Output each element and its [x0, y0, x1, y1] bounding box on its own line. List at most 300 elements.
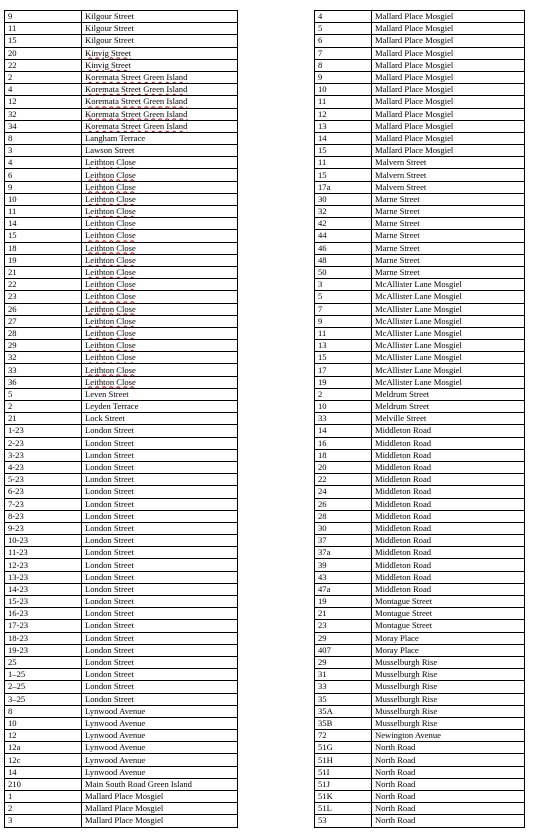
- street-name-cell: [82, 193, 238, 205]
- street-name-text: Leithton Close: [85, 303, 136, 314]
- table-row: [5, 327, 238, 339]
- street-number-cell: 35: [315, 693, 372, 705]
- street-name-cell: [372, 644, 525, 656]
- street-number-cell: 14-23: [5, 583, 82, 595]
- table-row: [5, 169, 238, 181]
- street-number-cell: 11: [5, 23, 82, 35]
- street-name-text: London Street: [85, 693, 134, 704]
- street-number-cell: 2: [5, 401, 82, 413]
- street-name-cell: [82, 632, 238, 644]
- table-row: [315, 778, 525, 790]
- street-number-cell: 10: [5, 717, 82, 729]
- table-row: [5, 815, 238, 827]
- street-name-cell: [82, 791, 238, 803]
- street-name-cell: [82, 376, 238, 388]
- table-row: [315, 705, 525, 717]
- street-name-cell: [82, 547, 238, 559]
- table-row: [315, 11, 525, 23]
- street-number-cell: 36: [5, 376, 82, 388]
- street-name-text: Kilgour Street: [85, 23, 134, 34]
- table-row: [5, 449, 238, 461]
- street-name-cell: [372, 230, 525, 242]
- street-number-cell: 3–25: [5, 693, 82, 705]
- street-name-cell: [372, 47, 525, 59]
- street-number-cell: 2: [5, 803, 82, 815]
- street-name-cell: [82, 717, 238, 729]
- table-row: [5, 401, 238, 413]
- street-name-text: Leithton Close: [85, 291, 136, 302]
- table-row: [5, 766, 238, 778]
- street-name-cell: [372, 327, 525, 339]
- table-row: [5, 145, 238, 157]
- street-name-cell: [82, 279, 238, 291]
- street-number-cell: 51J: [315, 778, 372, 790]
- street-number-cell: 30: [315, 522, 372, 534]
- street-number-cell: 3: [315, 279, 372, 291]
- table-row: [315, 693, 525, 705]
- street-number-cell: 29: [5, 340, 82, 352]
- street-number-cell: 11: [315, 157, 372, 169]
- table-row: [5, 596, 238, 608]
- street-name-text: Middleton Road: [375, 583, 432, 594]
- street-name-cell: [82, 23, 238, 35]
- street-name-text: London Street: [85, 669, 134, 680]
- street-name-text: Mallard Place Mosgiel: [85, 803, 164, 814]
- street-name-text: London Street: [85, 632, 134, 643]
- street-name-text: Marne Street: [375, 230, 420, 241]
- table-row: [315, 352, 525, 364]
- street-name-cell: [82, 681, 238, 693]
- street-name-cell: [372, 84, 525, 96]
- street-number-cell: 33: [5, 364, 82, 376]
- street-name-cell: [372, 279, 525, 291]
- street-number-cell: 19-23: [5, 644, 82, 656]
- street-name-cell: [372, 193, 525, 205]
- street-number-cell: 14: [5, 218, 82, 230]
- street-name-text: Mallard Place Mosgiel: [375, 96, 454, 107]
- street-number-cell: 23: [5, 291, 82, 303]
- street-name-cell: [82, 559, 238, 571]
- street-number-cell: 50: [315, 266, 372, 278]
- street-name-cell: [372, 120, 525, 132]
- table-row: [5, 742, 238, 754]
- street-name-cell: [82, 340, 238, 352]
- table-row: [5, 656, 238, 668]
- table-row: [5, 376, 238, 388]
- street-number-cell: 22: [5, 279, 82, 291]
- street-name-cell: [82, 71, 238, 83]
- street-number-cell: 34: [5, 120, 82, 132]
- street-name-text: London Street: [85, 571, 134, 582]
- street-number-cell: 2-23: [5, 437, 82, 449]
- street-name-cell: [372, 242, 525, 254]
- street-name-cell: [372, 742, 525, 754]
- table-row: [315, 108, 525, 120]
- street-number-cell: 10-23: [5, 535, 82, 547]
- street-number-cell: 15: [5, 35, 82, 47]
- street-name-cell: [82, 474, 238, 486]
- street-number-cell: 37: [315, 535, 372, 547]
- street-name-cell: [82, 669, 238, 681]
- street-number-cell: 42: [315, 218, 372, 230]
- table-row: [315, 547, 525, 559]
- street-name-text: Marne Street: [375, 242, 420, 253]
- street-name-cell: [372, 23, 525, 35]
- street-number-cell: 51H: [315, 754, 372, 766]
- street-name-cell: [82, 571, 238, 583]
- table-row: [315, 364, 525, 376]
- street-number-cell: 15: [5, 230, 82, 242]
- street-name-cell: [372, 437, 525, 449]
- street-name-text: McAllister Lane Mosgiel: [375, 364, 462, 375]
- table-row: [315, 254, 525, 266]
- street-name-cell: [82, 96, 238, 108]
- table-row: [5, 23, 238, 35]
- street-name-cell: [82, 352, 238, 364]
- street-name-cell: [82, 596, 238, 608]
- street-name-text: Malvern Street: [375, 157, 427, 168]
- street-name-cell: [372, 181, 525, 193]
- table-row: [5, 291, 238, 303]
- street-name-cell: [372, 486, 525, 498]
- table-row: [5, 608, 238, 620]
- street-name-cell: [82, 644, 238, 656]
- street-name-cell: [82, 535, 238, 547]
- street-name-cell: [82, 778, 238, 790]
- street-name-cell: [82, 742, 238, 754]
- street-name-cell: [372, 754, 525, 766]
- street-number-cell: 7: [315, 47, 372, 59]
- street-name-cell: [372, 547, 525, 559]
- street-number-cell: 4: [5, 84, 82, 96]
- street-name-text: Koremata Street Green Island: [85, 84, 188, 95]
- street-name-cell: [372, 705, 525, 717]
- street-number-cell: 28: [315, 510, 372, 522]
- table-row: [315, 266, 525, 278]
- street-name-text: Leven Street: [85, 388, 129, 399]
- table-row: [5, 340, 238, 352]
- table-row: [315, 401, 525, 413]
- right-address-table: [314, 10, 525, 828]
- table-row: [315, 559, 525, 571]
- street-name-cell: [372, 596, 525, 608]
- street-number-cell: 1-23: [5, 425, 82, 437]
- street-number-cell: 12: [315, 108, 372, 120]
- street-number-cell: 28: [5, 327, 82, 339]
- street-name-cell: [82, 754, 238, 766]
- street-number-cell: 37a: [315, 547, 372, 559]
- table-row: [5, 510, 238, 522]
- street-name-cell: [372, 632, 525, 644]
- street-number-cell: 18: [5, 242, 82, 254]
- street-name-text: London Street: [85, 449, 134, 460]
- street-number-cell: 7: [315, 303, 372, 315]
- table-row: [5, 620, 238, 632]
- street-number-cell: 5: [315, 23, 372, 35]
- street-name-text: Leithton Close: [85, 230, 136, 241]
- street-number-cell: 3-23: [5, 449, 82, 461]
- street-number-cell: 12-23: [5, 559, 82, 571]
- street-name-text: Mallard Place Mosgiel: [375, 132, 454, 143]
- table-row: [315, 486, 525, 498]
- street-name-cell: [372, 717, 525, 729]
- street-name-text: Lynwood Avenue: [85, 754, 146, 765]
- street-name-text: Koremata Street Green Island: [85, 108, 188, 119]
- street-name-text: Marne Street: [375, 206, 420, 217]
- street-name-text: McAllister Lane Mosgiel: [375, 279, 462, 290]
- street-number-cell: 10: [5, 193, 82, 205]
- table-row: [5, 437, 238, 449]
- table-row: [5, 425, 238, 437]
- table-row: [315, 327, 525, 339]
- street-number-cell: 51L: [315, 803, 372, 815]
- street-name-text: Leithton Close: [85, 340, 136, 351]
- street-number-cell: 6: [5, 169, 82, 181]
- street-number-cell: 32: [5, 352, 82, 364]
- street-number-cell: 11: [315, 327, 372, 339]
- table-row: [315, 815, 525, 827]
- street-name-cell: [82, 132, 238, 144]
- street-name-cell: [372, 730, 525, 742]
- street-number-cell: 2: [315, 388, 372, 400]
- table-row: [315, 413, 525, 425]
- street-name-text: McAllister Lane Mosgiel: [375, 376, 462, 387]
- street-number-cell: 13: [315, 120, 372, 132]
- street-name-cell: [372, 461, 525, 473]
- table-row: [5, 644, 238, 656]
- street-name-text: McAllister Lane Mosgiel: [375, 291, 462, 302]
- table-row: [5, 681, 238, 693]
- street-name-text: London Street: [85, 462, 134, 473]
- table-row: [5, 705, 238, 717]
- street-number-cell: 35A: [315, 705, 372, 717]
- street-number-cell: 13-23: [5, 571, 82, 583]
- street-number-cell: 17a: [315, 181, 372, 193]
- street-name-cell: [82, 693, 238, 705]
- street-name-text: Mallard Place Mosgiel: [85, 791, 164, 802]
- street-number-cell: 4: [315, 11, 372, 23]
- street-name-text: McAllister Lane Mosgiel: [375, 303, 462, 314]
- table-row: [315, 71, 525, 83]
- table-row: [5, 352, 238, 364]
- street-name-cell: [82, 401, 238, 413]
- street-name-text: Montague Street: [375, 608, 433, 619]
- table-row: [5, 315, 238, 327]
- street-name-text: Melville Street: [375, 413, 427, 424]
- street-name-text: Leithton Close: [85, 376, 136, 387]
- street-name-text: Lock Street: [85, 413, 125, 424]
- table-row: [5, 522, 238, 534]
- street-number-cell: 43: [315, 571, 372, 583]
- street-name-cell: [372, 206, 525, 218]
- table-row: [315, 803, 525, 815]
- street-name-cell: [372, 218, 525, 230]
- street-name-text: Leithton Close: [85, 279, 136, 290]
- street-name-text: Kilgour Street: [85, 35, 134, 46]
- table-row: [5, 84, 238, 96]
- street-name-cell: [372, 59, 525, 71]
- street-name-cell: [372, 766, 525, 778]
- table-row: [5, 498, 238, 510]
- table-row: [5, 181, 238, 193]
- street-name-text: Mallard Place Mosgiel: [85, 815, 164, 826]
- street-number-cell: 29: [315, 656, 372, 668]
- street-name-text: London Street: [85, 596, 134, 607]
- table-row: [315, 461, 525, 473]
- street-name-cell: [82, 461, 238, 473]
- street-name-cell: [82, 230, 238, 242]
- table-row: [5, 730, 238, 742]
- table-row: [315, 47, 525, 59]
- street-name-text: Leithton Close: [85, 181, 136, 192]
- street-name-text: Middleton Road: [375, 486, 432, 497]
- street-name-text: Leithton Close: [85, 169, 136, 180]
- street-number-cell: 17: [315, 364, 372, 376]
- street-name-text: Meldrum Street: [375, 401, 430, 412]
- street-name-text: Musselburgh Rise: [375, 657, 438, 668]
- street-name-text: Musselburgh Rise: [375, 717, 438, 728]
- street-name-cell: [372, 291, 525, 303]
- table-row: [5, 96, 238, 108]
- street-number-cell: 1: [5, 791, 82, 803]
- street-number-cell: 15: [315, 145, 372, 157]
- street-name-text: Middleton Road: [375, 462, 432, 473]
- street-name-text: Mallard Place Mosgiel: [375, 59, 454, 70]
- street-name-cell: [372, 254, 525, 266]
- table-row: [315, 717, 525, 729]
- table-row: [5, 157, 238, 169]
- left-address-table-body: [5, 11, 238, 828]
- street-name-text: London Street: [85, 620, 134, 631]
- street-number-cell: 32: [315, 206, 372, 218]
- street-name-text: Middleton Road: [375, 437, 432, 448]
- street-name-text: North Road: [375, 766, 416, 777]
- street-number-cell: 19: [5, 254, 82, 266]
- street-name-cell: [372, 364, 525, 376]
- street-name-cell: [372, 11, 525, 23]
- street-name-cell: [372, 132, 525, 144]
- street-name-text: North Road: [375, 742, 416, 753]
- table-row: [5, 632, 238, 644]
- street-name-text: Marne Street: [375, 193, 420, 204]
- table-row: [5, 242, 238, 254]
- table-row: [5, 132, 238, 144]
- table-row: [5, 461, 238, 473]
- table-row: [315, 644, 525, 656]
- street-name-cell: [372, 352, 525, 364]
- table-row: [315, 303, 525, 315]
- table-row: [315, 522, 525, 534]
- street-number-cell: 9: [315, 315, 372, 327]
- street-name-text: London Street: [85, 583, 134, 594]
- street-name-text: Leyden Terrace: [85, 401, 139, 412]
- street-name-text: Middleton Road: [375, 535, 432, 546]
- street-number-cell: 6: [315, 35, 372, 47]
- street-name-text: Lynwood Avenue: [85, 717, 146, 728]
- table-row: [315, 498, 525, 510]
- street-name-cell: [82, 242, 238, 254]
- street-number-cell: 24: [315, 486, 372, 498]
- street-name-text: Middleton Road: [375, 425, 432, 436]
- street-number-cell: 12: [5, 96, 82, 108]
- table-row: [315, 449, 525, 461]
- street-name-cell: [372, 266, 525, 278]
- street-name-cell: [82, 620, 238, 632]
- street-name-cell: [372, 571, 525, 583]
- street-name-cell: [372, 425, 525, 437]
- street-number-cell: 14: [315, 425, 372, 437]
- street-name-cell: [82, 206, 238, 218]
- street-number-cell: 47a: [315, 583, 372, 595]
- table-row: [315, 656, 525, 668]
- street-number-cell: 5: [5, 388, 82, 400]
- street-name-text: Lynwood Avenue: [85, 766, 146, 777]
- street-number-cell: 2–25: [5, 681, 82, 693]
- street-name-text: Montague Street: [375, 620, 433, 631]
- street-name-text: Middleton Road: [375, 449, 432, 460]
- street-number-cell: 15: [315, 169, 372, 181]
- table-row: [315, 766, 525, 778]
- table-row: [315, 84, 525, 96]
- street-name-cell: [372, 778, 525, 790]
- street-number-cell: 15-23: [5, 596, 82, 608]
- street-number-cell: 21: [5, 413, 82, 425]
- street-number-cell: 12c: [5, 754, 82, 766]
- street-name-cell: [82, 388, 238, 400]
- table-row: [315, 608, 525, 620]
- table-row: [315, 169, 525, 181]
- street-number-cell: 210: [5, 778, 82, 790]
- street-number-cell: 8: [5, 705, 82, 717]
- street-name-text: London Street: [85, 474, 134, 485]
- table-row: [5, 791, 238, 803]
- street-name-text: North Road: [375, 803, 416, 814]
- street-name-text: North Road: [375, 754, 416, 765]
- street-name-cell: [82, 498, 238, 510]
- street-name-text: Marne Street: [375, 254, 420, 265]
- table-row: [315, 218, 525, 230]
- street-name-text: London Street: [85, 644, 134, 655]
- street-name-text: Middleton Road: [375, 498, 432, 509]
- table-row: [315, 206, 525, 218]
- street-name-cell: [82, 266, 238, 278]
- table-row: [315, 510, 525, 522]
- table-row: [315, 632, 525, 644]
- street-name-cell: [372, 71, 525, 83]
- table-row: [315, 230, 525, 242]
- street-name-text: Kinvig Street: [85, 47, 132, 58]
- street-name-cell: [372, 35, 525, 47]
- street-number-cell: 5: [315, 291, 372, 303]
- street-name-text: Koremata Street Green Island: [85, 72, 188, 83]
- street-number-cell: 407: [315, 644, 372, 656]
- street-name-cell: [82, 705, 238, 717]
- table-row: [5, 547, 238, 559]
- table-row: [315, 242, 525, 254]
- table-row: [315, 59, 525, 71]
- table-row: [315, 35, 525, 47]
- street-name-text: London Street: [85, 547, 134, 558]
- street-name-text: Mallard Place Mosgiel: [375, 23, 454, 34]
- table-row: [315, 681, 525, 693]
- street-name-cell: [82, 608, 238, 620]
- street-name-cell: [372, 681, 525, 693]
- table-row: [315, 23, 525, 35]
- street-name-text: Middleton Road: [375, 559, 432, 570]
- street-name-cell: [82, 437, 238, 449]
- street-name-text: Leithton Close: [85, 327, 136, 338]
- street-name-text: McAllister Lane Mosgiel: [375, 327, 462, 338]
